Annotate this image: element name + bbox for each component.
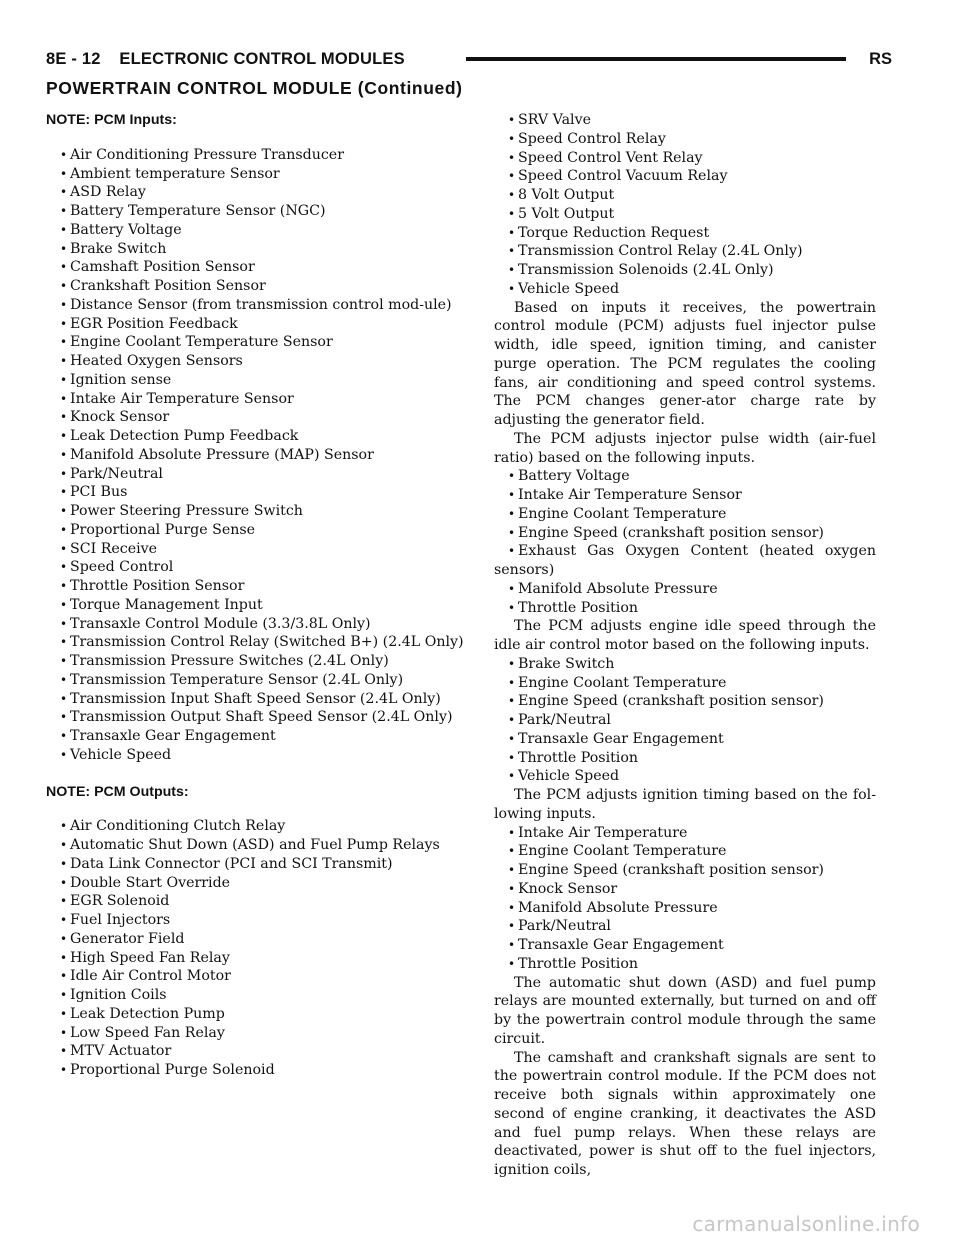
list-item: • EGR Position Feedback bbox=[46, 315, 464, 334]
list-item: • Torque Management Input bbox=[46, 596, 464, 615]
timing-inputs-list bbox=[494, 824, 876, 974]
page-number: 8E - 12 bbox=[46, 50, 101, 68]
list-item: • Knock Sensor bbox=[46, 408, 464, 427]
header-rule bbox=[466, 57, 846, 61]
list-item: • Air Conditioning Clutch Relay bbox=[46, 817, 464, 836]
list-item: • Transmission Output Shaft Speed Sensor (2.4L Only) bbox=[46, 708, 464, 727]
page-title: POWERTRAIN CONTROL MODULE (Continued) bbox=[46, 78, 463, 98]
list-item: • Ignition sense bbox=[46, 371, 464, 390]
list-item: • Transaxle Control Module (3.3/3.8L Only) bbox=[46, 615, 464, 634]
list-item: • Throttle Position bbox=[494, 599, 876, 618]
inputs-note: NOTE: PCM Inputs: bbox=[46, 112, 177, 128]
watermark: carmanualsonline.info bbox=[692, 1212, 920, 1236]
list-item: • Engine Coolant Temperature bbox=[494, 674, 876, 693]
model-code: RS bbox=[869, 50, 892, 68]
adjusts-paragraph: Based on inputs it receives, the powertrain control module (PCM) adjusts fuel injector pulse width, idle speed, ignition timing, and canister purge operation. The PCM regulates the cooling fans, air conditioning and speed control systems. The PCM changes gener-ator charge rate by adjusting the generator field. bbox=[494, 299, 876, 428]
section-name: ELECTRONIC CONTROL MODULES bbox=[119, 50, 405, 68]
list-item: • Transmission Control Relay (2.4L Only) bbox=[494, 242, 876, 261]
list-item: • Power Steering Pressure Switch bbox=[46, 502, 464, 521]
list-item: • Automatic Shut Down (ASD) and Fuel Pump Relays bbox=[46, 836, 464, 855]
list-item: • EGR Solenoid bbox=[46, 892, 464, 911]
list-item: • Transaxle Gear Engagement bbox=[494, 730, 876, 749]
list-item: • Transmission Control Relay (Switched B+) (2.4L Only) bbox=[46, 633, 464, 652]
list-item: • Camshaft Position Sensor bbox=[46, 258, 464, 277]
list-item: • Fuel Injectors bbox=[46, 911, 464, 930]
list-item: • Leak Detection Pump bbox=[46, 1005, 464, 1024]
timing-paragraph: The PCM adjusts ignition timing based on the fol-lowing inputs. bbox=[494, 787, 876, 822]
list-item: • Park/Neutral bbox=[494, 711, 876, 730]
list-item: • Transaxle Gear Engagement bbox=[46, 727, 464, 746]
list-item: • Engine Coolant Temperature bbox=[494, 842, 876, 861]
cam-crank-paragraph: The camshaft and crankshaft signals are sent to the powertrain control module. If the PCM does not receive both signals within approximately one second of engine cranking, it deactivates the ASD and fuel pump relays. When these relays are deactivated, power is shut off to the fuel injectors, ignition coils, bbox=[494, 1049, 876, 1178]
pulse-width-inputs-list bbox=[494, 467, 876, 617]
list-item: • Intake Air Temperature bbox=[494, 824, 876, 843]
list-item: • Battery Voltage bbox=[494, 467, 876, 486]
list-item: • Engine Speed (crankshaft position sensor) bbox=[494, 861, 876, 880]
list-item: • Vehicle Speed bbox=[494, 767, 876, 786]
right-column bbox=[494, 111, 876, 1180]
list-item: • Vehicle Speed bbox=[46, 746, 464, 765]
list-item: • Throttle Position Sensor bbox=[46, 577, 464, 596]
list-item: • Speed Control Vent Relay bbox=[494, 149, 876, 168]
list-item: • High Speed Fan Relay bbox=[46, 949, 464, 968]
list-item: • Transmission Temperature Sensor (2.4L Only) bbox=[46, 671, 464, 690]
list-item: • PCI Bus bbox=[46, 483, 464, 502]
list-item: • Park/Neutral bbox=[494, 917, 876, 936]
list-item: • Proportional Purge Sense bbox=[46, 521, 464, 540]
list-item: • Low Speed Fan Relay bbox=[46, 1024, 464, 1043]
list-item: • Crankshaft Position Sensor bbox=[46, 277, 464, 296]
list-item: • Double Start Override bbox=[46, 874, 464, 893]
list-item: • Data Link Connector (PCI and SCI Transmit) bbox=[46, 855, 464, 874]
list-item: • Transmission Input Shaft Speed Sensor (2.4L Only) bbox=[46, 690, 464, 709]
asd-paragraph: The automatic shut down (ASD) and fuel pump relays are mounted externally, but turned on and off by the powertrain control module through the same circuit. bbox=[494, 974, 876, 1047]
list-item: • Heated Oxygen Sensors bbox=[46, 352, 464, 371]
list-item: • Distance Sensor (from transmission control mod-ule) bbox=[46, 296, 464, 315]
pcm-inputs-list bbox=[46, 146, 464, 765]
idle-paragraph: The PCM adjusts engine idle speed through the idle air control motor based on the following inputs. bbox=[494, 618, 876, 653]
list-item: • Intake Air Temperature Sensor bbox=[494, 486, 876, 505]
outputs-note: NOTE: PCM Outputs: bbox=[46, 783, 189, 800]
page-header bbox=[46, 50, 892, 72]
list-item: • Generator Field bbox=[46, 930, 464, 949]
list-item: • Brake Switch bbox=[46, 240, 464, 259]
list-item: • SCI Receive bbox=[46, 540, 464, 559]
list-item: • Ignition Coils bbox=[46, 986, 464, 1005]
list-item: • Vehicle Speed bbox=[494, 280, 876, 299]
list-item: • Battery Temperature Sensor (NGC) bbox=[46, 202, 464, 221]
list-item: • Engine Speed (crankshaft position sensor) bbox=[494, 524, 876, 543]
list-item: • MTV Actuator bbox=[46, 1042, 464, 1061]
list-item: • Manifold Absolute Pressure bbox=[494, 580, 876, 599]
list-item: • Transmission Pressure Switches (2.4L Only) bbox=[46, 652, 464, 671]
list-item: • Engine Coolant Temperature Sensor bbox=[46, 333, 464, 352]
list-item: • 5 Volt Output bbox=[494, 205, 876, 224]
pcm-outputs-list bbox=[46, 817, 464, 1080]
idle-inputs-list bbox=[494, 655, 876, 786]
list-item: • Proportional Purge Solenoid bbox=[46, 1061, 464, 1080]
list-item: • Transaxle Gear Engagement bbox=[494, 936, 876, 955]
list-item: • Engine Coolant Temperature bbox=[494, 505, 876, 524]
list-item: • Ambient temperature Sensor bbox=[46, 165, 464, 184]
list-item: • Engine Speed (crankshaft position sensor) bbox=[494, 692, 876, 711]
list-item: • Transmission Solenoids (2.4L Only) bbox=[494, 261, 876, 280]
list-item: • Throttle Position bbox=[494, 749, 876, 768]
list-item: • Torque Reduction Request bbox=[494, 224, 876, 243]
list-item: • Brake Switch bbox=[494, 655, 876, 674]
list-item: • 8 Volt Output bbox=[494, 186, 876, 205]
list-item: • Intake Air Temperature Sensor bbox=[46, 390, 464, 409]
list-item: • Exhaust Gas Oxygen Content (heated oxygen sensors) bbox=[494, 542, 876, 580]
list-item: • Manifold Absolute Pressure bbox=[494, 899, 876, 918]
pcm-outputs-continued-list bbox=[494, 111, 876, 299]
list-item: • Speed Control Relay bbox=[494, 130, 876, 149]
list-item: • Manifold Absolute Pressure (MAP) Sensor bbox=[46, 446, 464, 465]
list-item: • ASD Relay bbox=[46, 183, 464, 202]
left-column bbox=[46, 111, 464, 1080]
header-left bbox=[46, 50, 405, 69]
list-item: • Battery Voltage bbox=[46, 221, 464, 240]
list-item: • Idle Air Control Motor bbox=[46, 967, 464, 986]
pulse-width-paragraph: The PCM adjusts injector pulse width (air-fuel ratio) based on the following inputs. bbox=[494, 430, 876, 466]
list-item: • Park/Neutral bbox=[46, 465, 464, 484]
list-item: • Air Conditioning Pressure Transducer bbox=[46, 146, 464, 165]
list-item: • Leak Detection Pump Feedback bbox=[46, 427, 464, 446]
list-item: • Speed Control bbox=[46, 558, 464, 577]
list-item: • SRV Valve bbox=[494, 111, 876, 130]
list-item: • Throttle Position bbox=[494, 955, 876, 974]
list-item: • Knock Sensor bbox=[494, 880, 876, 899]
list-item: • Speed Control Vacuum Relay bbox=[494, 167, 876, 186]
